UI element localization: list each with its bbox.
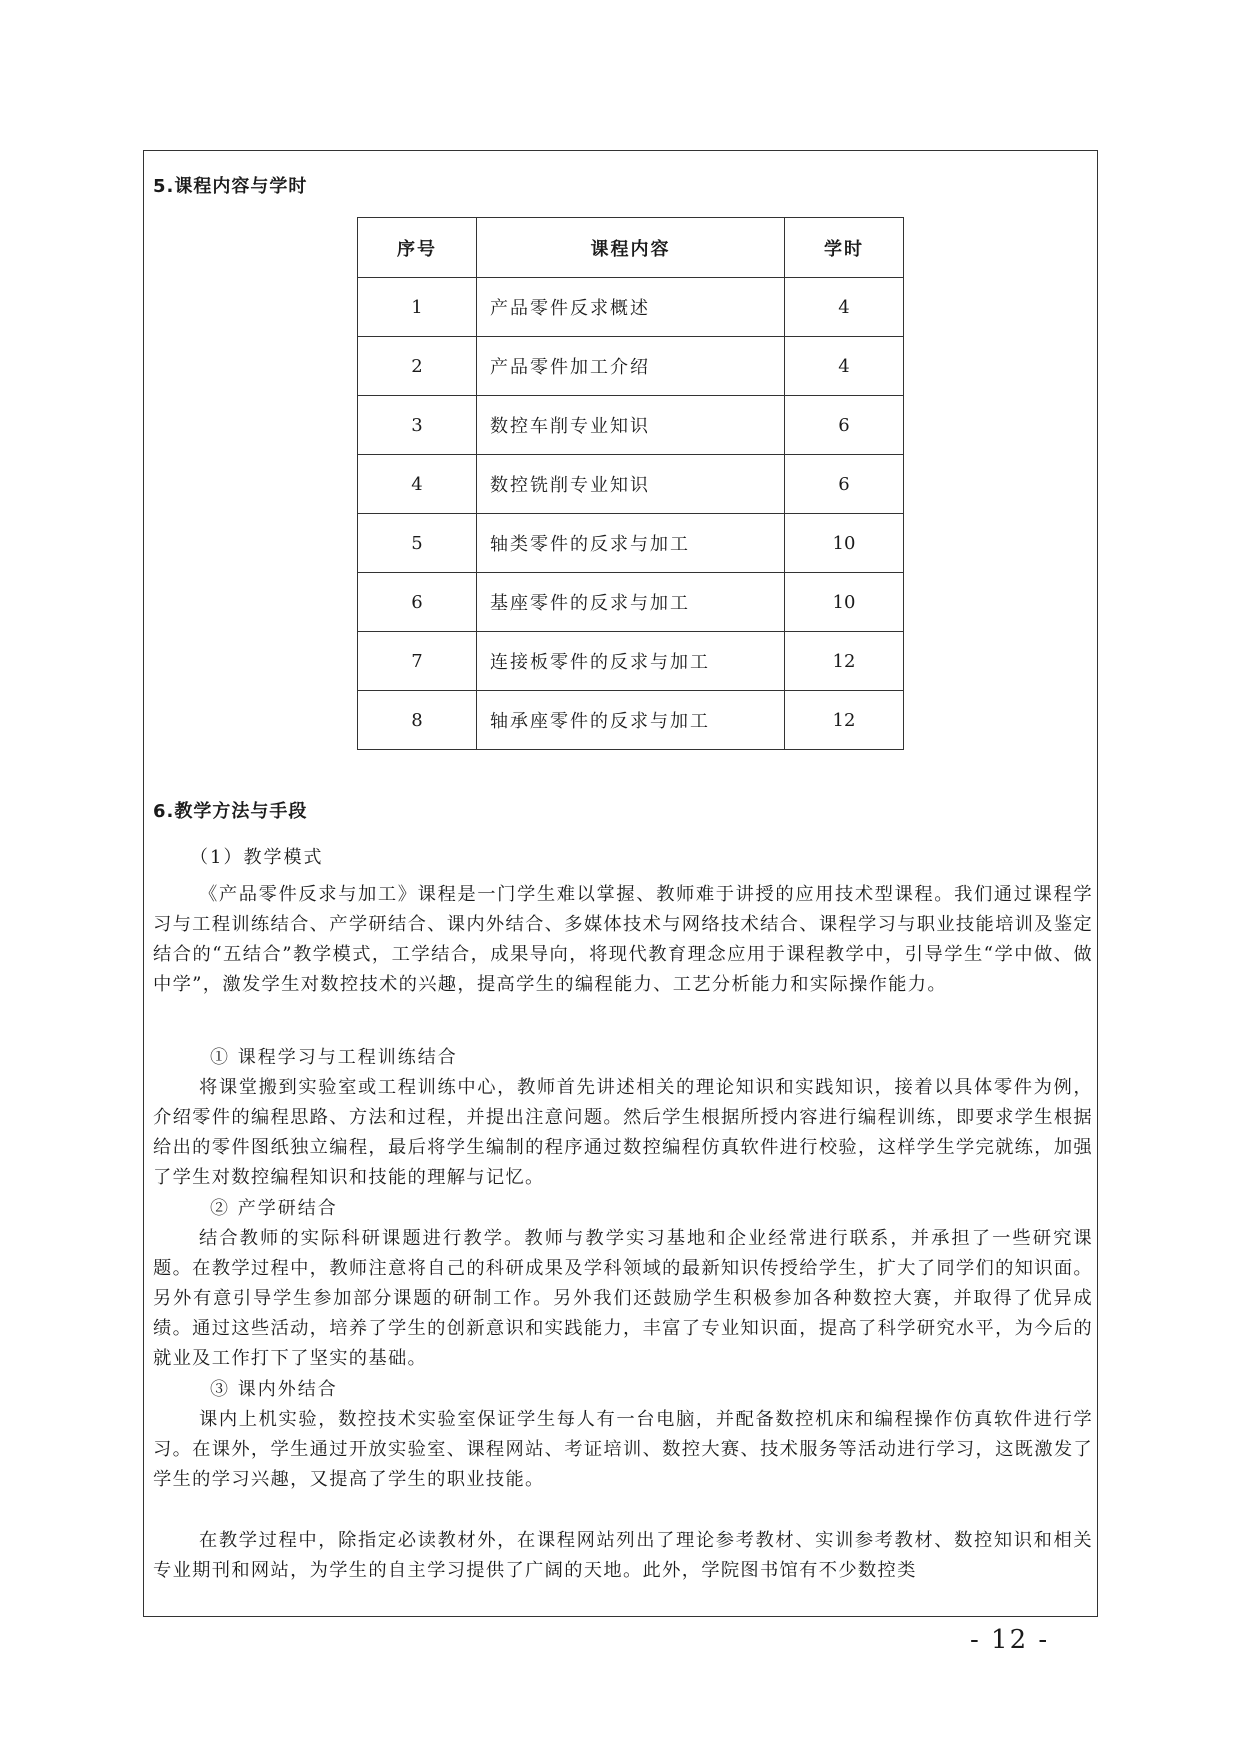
table-row xyxy=(358,514,904,573)
cell-content: 产品零件加工介绍 xyxy=(477,337,785,396)
cell-no: 5 xyxy=(358,514,477,573)
item-2-text: 结合教师的实际科研课题进行教学。教师与教学实习基地和企业经常进行联系，并承担了一些研究课题。在教学过程中，教师注意将自己的科研成果及学科领域的最新知识传授给学生，扩大了同学们的知识面。另外有意引导学生参加部分课题的研制工作。另外我们还鼓励学生积极参加各种数控大赛，并取得了优异成绩。通过这些活动，培养了学生的创新意识和实践能力，丰富了专业知识面，提高了科学研究水平，为今后的就业及工作打下了坚实的基础。 xyxy=(153,1228,1093,1369)
item-1-title: ① 课程学习与工程训练结合 xyxy=(210,1047,458,1068)
cell-no: 6 xyxy=(358,573,477,632)
table-row xyxy=(358,396,904,455)
cell-content: 数控车削专业知识 xyxy=(477,396,785,455)
cell-content: 轴承座零件的反求与加工 xyxy=(477,691,785,750)
cell-content: 轴类零件的反求与加工 xyxy=(477,514,785,573)
cell-content: 数控铣削专业知识 xyxy=(477,455,785,514)
cell-no: 3 xyxy=(358,396,477,455)
paragraph-teaching-mode: 《产品零件反求与加工》课程是一门学生难以掌握、教师难于讲授的应用技术型课程。我们通过课程学习与工程训练结合、产学研结合、课内外结合、多媒体技术与网络技术结合、课程学习与职业技能培训及鉴定结合的“五结合”教学模式，工学结合，成果导向，将现代教育理念应用于课程教学中，引导学生“学中做、做中学”，激发学生对数控技术的兴趣，提高学生的编程能力、工艺分析能力和实际操作能力。 xyxy=(153,884,1093,995)
subheading-teaching-mode: （1）教学模式 xyxy=(190,847,324,868)
cell-hours: 4 xyxy=(785,278,904,337)
cell-content: 产品零件反求概述 xyxy=(477,278,785,337)
section-6-heading: 6.教学方法与手段 xyxy=(153,801,308,822)
table-row xyxy=(358,278,904,337)
cell-hours: 4 xyxy=(785,337,904,396)
item-2-title: ② 产学研结合 xyxy=(210,1198,338,1219)
header-hours: 学时 xyxy=(785,218,904,278)
header-no: 序号 xyxy=(358,218,477,278)
cell-hours: 6 xyxy=(785,396,904,455)
page-number: - 12 - xyxy=(970,1625,1050,1655)
item-3-title: ③ 课内外结合 xyxy=(210,1379,338,1400)
cell-content: 连接板零件的反求与加工 xyxy=(477,632,785,691)
cell-hours: 10 xyxy=(785,514,904,573)
table-row xyxy=(358,337,904,396)
cell-hours: 10 xyxy=(785,573,904,632)
cell-no: 8 xyxy=(358,691,477,750)
section-5-heading: 5.课程内容与学时 xyxy=(153,176,308,197)
item-3-text: 课内上机实验，数控技术实验室保证学生每人有一台电脑，并配备数控机床和编程操作仿真软件进行学习。在课外，学生通过开放实验室、课程网站、考证培训、数控大赛、技术服务等活动进行学习，这既激发了学生的学习兴趣，又提高了学生的职业技能。 xyxy=(153,1409,1093,1490)
cell-hours: 12 xyxy=(785,691,904,750)
table-row xyxy=(358,691,904,750)
header-content: 课程内容 xyxy=(477,218,785,278)
cell-no: 1 xyxy=(358,278,477,337)
table-row xyxy=(358,632,904,691)
cell-content: 基座零件的反求与加工 xyxy=(477,573,785,632)
cell-hours: 6 xyxy=(785,455,904,514)
cell-no: 4 xyxy=(358,455,477,514)
cell-no: 7 xyxy=(358,632,477,691)
cell-no: 2 xyxy=(358,337,477,396)
item-1-text: 将课堂搬到实验室或工程训练中心，教师首先讲述相关的理论知识和实践知识，接着以具体零件为例，介绍零件的编程思路、方法和过程，并提出注意问题。然后学生根据所授内容进行编程训练，即要求学生根据给出的零件图纸独立编程，最后将学生编制的程序通过数控编程仿真软件进行校验，这样学生学完就练，加强了学生对数控编程知识和技能的理解与记忆。 xyxy=(153,1077,1093,1188)
course-content-table xyxy=(357,217,904,750)
table-header-row xyxy=(358,218,904,278)
paragraph-references: 在教学过程中，除指定必读教材外，在课程网站列出了理论参考教材、实训参考教材、数控知识和相关专业期刊和网站，为学生的自主学习提供了广阔的天地。此外，学院图书馆有不少数控类 xyxy=(153,1530,1093,1581)
table-row xyxy=(358,573,904,632)
cell-hours: 12 xyxy=(785,632,904,691)
table-row xyxy=(358,455,904,514)
